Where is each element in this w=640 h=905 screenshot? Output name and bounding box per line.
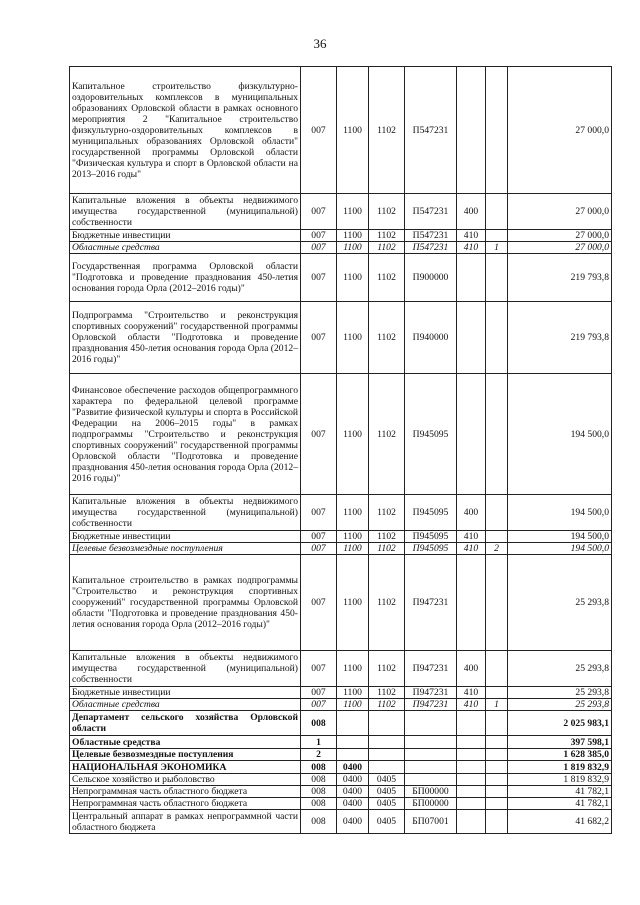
row-name: Государственная программа Орловской области "Подготовка и проведение празднования 450-летия основания города Орла (2012–2016 годы)" [70, 254, 301, 302]
row-subsection-code: 1102 [369, 194, 405, 230]
table-row [70, 302, 612, 374]
row-name: Департамент сельского хозяйства Орловской области [70, 711, 301, 736]
row-subsection-code [369, 749, 405, 761]
row-expense-kind: 400 [457, 495, 486, 531]
row-ministry-code: 007 [301, 67, 337, 194]
row-ministry-code: 2 [301, 749, 337, 761]
row-ministry-code: 007 [301, 302, 337, 374]
row-amount: 219 793,8 [508, 254, 612, 302]
row-ministry-code: 008 [301, 798, 337, 810]
row-subsection-code: 1102 [369, 651, 405, 687]
row-target-code [405, 761, 457, 774]
row-section-code: 1100 [337, 651, 369, 687]
row-target-code: П547231 [405, 242, 457, 254]
row-funding-source [486, 194, 508, 230]
budget-table [69, 66, 612, 834]
row-expense-kind [457, 302, 486, 374]
table-row [70, 699, 612, 711]
row-expense-kind [457, 254, 486, 302]
table-row [70, 651, 612, 687]
row-amount: 25 293,8 [508, 699, 612, 711]
row-funding-source [486, 67, 508, 194]
row-funding-source [486, 798, 508, 810]
row-expense-kind: 410 [457, 687, 486, 699]
row-name: Капитальное строительство в рамках подпрограммы "Строительство и реконструкция спортивных сооружений" государственной программы Орловской области "Подготовка и проведение празднования 450-летия основания города Орла (2012–2016 годы)" [70, 555, 301, 651]
row-section-code: 1100 [337, 555, 369, 651]
row-expense-kind [457, 749, 486, 761]
row-funding-source [486, 810, 508, 834]
row-target-code: П945095 [405, 374, 457, 495]
row-section-code: 1100 [337, 687, 369, 699]
row-funding-source: 1 [486, 699, 508, 711]
row-ministry-code: 007 [301, 555, 337, 651]
row-name: Целевые безвозмездные поступления [70, 543, 301, 555]
row-amount: 25 293,8 [508, 555, 612, 651]
row-expense-kind [457, 736, 486, 749]
row-amount: 41 682,2 [508, 810, 612, 834]
row-target-code [405, 749, 457, 761]
row-subsection-code: 1102 [369, 699, 405, 711]
row-target-code: П947231 [405, 651, 457, 687]
row-section-code: 1100 [337, 495, 369, 531]
row-subsection-code: 0405 [369, 774, 405, 786]
row-funding-source [486, 495, 508, 531]
table-row [70, 810, 612, 834]
row-target-code: П945095 [405, 495, 457, 531]
row-section-code: 1100 [337, 531, 369, 543]
row-funding-source: 1 [486, 242, 508, 254]
row-expense-kind [457, 774, 486, 786]
table-row [70, 531, 612, 543]
table-row [70, 374, 612, 495]
row-section-code: 1100 [337, 67, 369, 194]
row-section-code: 0400 [337, 761, 369, 774]
row-ministry-code: 008 [301, 786, 337, 798]
row-name: Бюджетные инвестиции [70, 687, 301, 699]
row-target-code: П900000 [405, 254, 457, 302]
row-name: НАЦИОНАЛЬНАЯ ЭКОНОМИКА [70, 761, 301, 774]
row-expense-kind: 400 [457, 651, 486, 687]
row-name: Непрограммная часть областного бюджета [70, 798, 301, 810]
row-amount: 27 000,0 [508, 242, 612, 254]
row-funding-source [486, 711, 508, 736]
row-funding-source [486, 651, 508, 687]
row-target-code: БП00000 [405, 786, 457, 798]
row-expense-kind [457, 798, 486, 810]
row-section-code: 1100 [337, 230, 369, 242]
page-number: 36 [313, 36, 327, 51]
row-name: Целевые безвозмездные поступления [70, 749, 301, 761]
row-ministry-code: 007 [301, 699, 337, 711]
row-target-code: П947231 [405, 699, 457, 711]
row-name: Сельское хозяйство и рыболовство [70, 774, 301, 786]
row-expense-kind [457, 67, 486, 194]
row-target-code: П945095 [405, 531, 457, 543]
table-row [70, 798, 612, 810]
row-name: Областные средства [70, 736, 301, 749]
row-funding-source [486, 531, 508, 543]
row-expense-kind [457, 761, 486, 774]
row-section-code: 1100 [337, 543, 369, 555]
row-ministry-code: 007 [301, 254, 337, 302]
table-row [70, 687, 612, 699]
row-name: Подпрограмма "Строительство и реконструкция спортивных сооружений" государственной программы Орловской области "Подготовка и проведение празднования 450-летия основания города Орла (2012–2016 годы)" [70, 302, 301, 374]
row-ministry-code: 1 [301, 736, 337, 749]
row-target-code: П947231 [405, 687, 457, 699]
row-expense-kind [457, 555, 486, 651]
row-subsection-code: 1102 [369, 242, 405, 254]
row-ministry-code: 008 [301, 774, 337, 786]
row-amount: 27 000,0 [508, 67, 612, 194]
row-subsection-code: 1102 [369, 374, 405, 495]
table-row [70, 761, 612, 774]
row-section-code: 1100 [337, 699, 369, 711]
table-row [70, 736, 612, 749]
row-section-code: 0400 [337, 774, 369, 786]
row-target-code: П547231 [405, 194, 457, 230]
row-amount: 41 782,1 [508, 798, 612, 810]
row-funding-source [486, 555, 508, 651]
row-amount: 25 293,8 [508, 687, 612, 699]
row-amount: 27 000,0 [508, 230, 612, 242]
row-subsection-code: 1102 [369, 687, 405, 699]
row-amount: 25 293,8 [508, 651, 612, 687]
row-section-code: 1100 [337, 374, 369, 495]
row-expense-kind: 410 [457, 531, 486, 543]
row-target-code: БП07001 [405, 810, 457, 834]
row-ministry-code: 007 [301, 531, 337, 543]
row-expense-kind: 410 [457, 230, 486, 242]
row-funding-source [486, 302, 508, 374]
row-subsection-code: 1102 [369, 67, 405, 194]
row-funding-source [486, 736, 508, 749]
row-section-code: 1100 [337, 254, 369, 302]
row-section-code: 0400 [337, 786, 369, 798]
row-expense-kind: 410 [457, 699, 486, 711]
row-amount: 1 819 832,9 [508, 774, 612, 786]
table-row [70, 495, 612, 531]
row-target-code: БП00000 [405, 798, 457, 810]
row-amount: 194 500,0 [508, 531, 612, 543]
row-expense-kind [457, 711, 486, 736]
row-expense-kind [457, 374, 486, 495]
row-section-code: 0400 [337, 798, 369, 810]
table-row [70, 230, 612, 242]
row-funding-source [486, 374, 508, 495]
row-subsection-code: 1102 [369, 302, 405, 374]
row-amount: 1 628 385,0 [508, 749, 612, 761]
row-ministry-code: 007 [301, 651, 337, 687]
row-funding-source [486, 761, 508, 774]
row-target-code: П945095 [405, 543, 457, 555]
row-expense-kind [457, 786, 486, 798]
row-ministry-code: 008 [301, 711, 337, 736]
row-funding-source: 2 [486, 543, 508, 555]
row-name: Непрограммная часть областного бюджета [70, 786, 301, 798]
row-section-code [337, 749, 369, 761]
row-funding-source [486, 774, 508, 786]
row-subsection-code: 1102 [369, 531, 405, 543]
row-name: Областные средства [70, 242, 301, 254]
row-amount: 194 500,0 [508, 495, 612, 531]
row-subsection-code [369, 761, 405, 774]
row-target-code [405, 711, 457, 736]
row-amount: 2 025 983,1 [508, 711, 612, 736]
row-funding-source [486, 687, 508, 699]
row-expense-kind [457, 810, 486, 834]
row-target-code [405, 736, 457, 749]
row-name: Бюджетные инвестиции [70, 230, 301, 242]
table-row [70, 543, 612, 555]
row-amount: 194 500,0 [508, 543, 612, 555]
row-expense-kind: 400 [457, 194, 486, 230]
row-name: Финансовое обеспечение расходов общепрограммного характера по федеральной целевой программе "Развитие физической культуры и спорта в Российской Федерации на 2006–2015 годы" в рамках подпрограммы "Строительство и реконструкция спортивных сооружений" государственной программы Орловской области "Подготовка и проведение празднования 450-летия основания города Орла (2012–2016 годы)" [70, 374, 301, 495]
row-ministry-code: 008 [301, 810, 337, 834]
row-section-code [337, 711, 369, 736]
table-row [70, 194, 612, 230]
row-section-code: 1100 [337, 242, 369, 254]
row-name: Капитальное строительство физкультурно-оздоровительных комплексов в муниципальных образованиях Орловской области в рамках основного мероприятия 2 "Капитальное строительство физкультурно-оздоровительных комплексов в муниципальных образованиях Орловской области" государственной программы Орловской области "Физическая культура и спорт в Орловской области на 2013–2016 годы" [70, 67, 301, 194]
row-amount: 27 000,0 [508, 194, 612, 230]
row-subsection-code: 1102 [369, 495, 405, 531]
row-subsection-code: 0405 [369, 798, 405, 810]
row-name: Бюджетные инвестиции [70, 531, 301, 543]
row-ministry-code: 008 [301, 761, 337, 774]
row-ministry-code: 007 [301, 495, 337, 531]
row-subsection-code: 1102 [369, 230, 405, 242]
row-ministry-code: 007 [301, 543, 337, 555]
row-subsection-code: 1102 [369, 555, 405, 651]
row-ministry-code: 007 [301, 242, 337, 254]
row-target-code: П947231 [405, 555, 457, 651]
row-subsection-code [369, 711, 405, 736]
row-section-code: 1100 [337, 302, 369, 374]
table-row [70, 774, 612, 786]
table-row [70, 67, 612, 194]
row-funding-source [486, 254, 508, 302]
row-name: Капитальные вложения в объекты недвижимого имущества государственной (муниципальной) собственности [70, 194, 301, 230]
row-amount: 41 782,1 [508, 786, 612, 798]
row-amount: 397 598,1 [508, 736, 612, 749]
row-target-code: П547231 [405, 230, 457, 242]
table-row [70, 749, 612, 761]
row-expense-kind: 410 [457, 242, 486, 254]
row-name: Областные средства [70, 699, 301, 711]
row-target-code: П940000 [405, 302, 457, 374]
row-subsection-code: 1102 [369, 543, 405, 555]
table-row [70, 242, 612, 254]
row-expense-kind: 410 [457, 543, 486, 555]
table-row [70, 786, 612, 798]
row-amount: 1 819 832,9 [508, 761, 612, 774]
row-section-code [337, 736, 369, 749]
table-row [70, 711, 612, 736]
row-name: Центральный аппарат в рамках непрограммной части областного бюджета [70, 810, 301, 834]
row-ministry-code: 007 [301, 374, 337, 495]
row-ministry-code: 007 [301, 687, 337, 699]
table-row [70, 254, 612, 302]
row-ministry-code: 007 [301, 230, 337, 242]
row-target-code: П547231 [405, 67, 457, 194]
row-section-code: 0400 [337, 810, 369, 834]
row-subsection-code [369, 736, 405, 749]
row-subsection-code: 0405 [369, 786, 405, 798]
row-name: Капитальные вложения в объекты недвижимого имущества государственной (муниципальной) собственности [70, 495, 301, 531]
row-ministry-code: 007 [301, 194, 337, 230]
row-subsection-code: 1102 [369, 254, 405, 302]
row-amount: 194 500,0 [508, 374, 612, 495]
row-amount: 219 793,8 [508, 302, 612, 374]
row-funding-source [486, 749, 508, 761]
row-funding-source [486, 230, 508, 242]
row-funding-source [486, 786, 508, 798]
row-target-code [405, 774, 457, 786]
row-subsection-code: 0405 [369, 810, 405, 834]
row-name: Капитальные вложения в объекты недвижимого имущества государственной (муниципальной) собственности [70, 651, 301, 687]
table-row [70, 555, 612, 651]
row-section-code: 1100 [337, 194, 369, 230]
